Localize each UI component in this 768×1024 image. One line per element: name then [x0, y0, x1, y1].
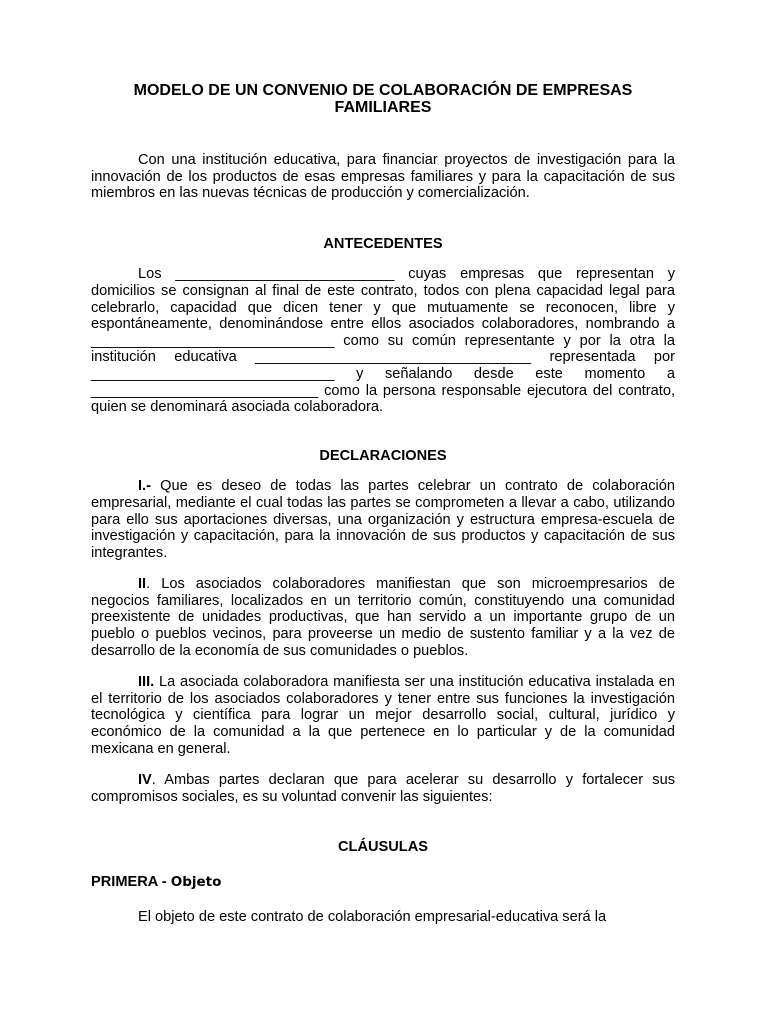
- clausula-primera-label: PRIMERA -: [91, 874, 171, 890]
- declaraciones-heading: DECLARACIONES: [319, 447, 447, 464]
- antecedentes-paragraph: Los ___________________________ cuyas empresas que representan y domicilios se consignan al final de este contrato, todos con plena capacidad legal para celebrarlo, capacidad que dicen tener y que mutuamente se reconocen, libre y espontáneamente, denominándose entre ellos asociados colaboradores, nombrando a ______________________________ como su común representante y por la otra la institución educativa __________________________________ representada por ______________________________ y señalando desde este momento a ____________________________ como la persona responsable ejecutora del contrato, quien se denominará asociada colaboradora.: [91, 266, 675, 416]
- declaracion-marker: II: [138, 576, 147, 593]
- intro-paragraph: Con una institución educativa, para financiar proyectos de investigación para la innovación de los productos de esas empresas familiares y para la capacitación de sus miembros en las nuevas técnicas de producción y comercialización.: [91, 152, 675, 202]
- declaracion-text: . Ambas partes declaran que para acelerar su desarrollo y fortalecer sus compromisos sociales, es su voluntad convenir las siguientes:: [91, 772, 675, 805]
- declaracion-text: La asociada colaboradora manifiesta ser una institución educativa instalada en el territorio de los asociados colaboradores y tener entre sus funciones la investigación tecnológica y científica para lograr un mejor desarrollo social, cultural, jurídico y económico de la comunidad a la que pertenece en lo particular y de la comunidad mexicana en general.: [91, 674, 675, 757]
- declaracion-item: [91, 478, 675, 561]
- clausula-primera-heading: [91, 874, 675, 891]
- declaracion-item: [91, 772, 675, 805]
- declaracion-item: [91, 674, 675, 757]
- declaracion-marker: I.-: [138, 478, 151, 495]
- declaracion-marker: IV: [138, 772, 152, 789]
- declaracion-text: . Los asociados colaboradores manifiestan que son microempresarios de negocios familiares, localizados en un territorio común, constituyendo una comunidad preexistente de unidades productivas, que han servido a un importante grupo de un pueblo o pueblos vecinos, para proveerse un medio de sustento familiar y a la vez de desarrollo de la economía de sus comunidades o pueblos.: [91, 576, 675, 659]
- clausula-primera-subtitle: Objeto: [170, 874, 222, 890]
- declaracion-item: [91, 576, 675, 659]
- declaracion-text: Que es deseo de todas las partes celebrar un contrato de colaboración empresarial, mediante el cual todas las partes se comprometen a llevar a cabo, utilizando para ello sus aportaciones diversas, una organización y estructura empresa-escuela de investigación y capacitación, para la innovación de sus productos y capacitación de sus integrantes.: [91, 478, 675, 561]
- clausulas-heading: CLÁUSULAS: [338, 839, 428, 856]
- document-title: MODELO DE UN CONVENIO DE COLABORACIÓN DE EMPRESAS FAMILIARES: [133, 82, 633, 116]
- antecedentes-heading: ANTECEDENTES: [323, 235, 443, 252]
- document-body: [91, 82, 675, 925]
- declaracion-marker: III.: [138, 674, 155, 691]
- clausula-primera-text: El objeto de este contrato de colaboración empresarial-educativa será la: [138, 908, 607, 925]
